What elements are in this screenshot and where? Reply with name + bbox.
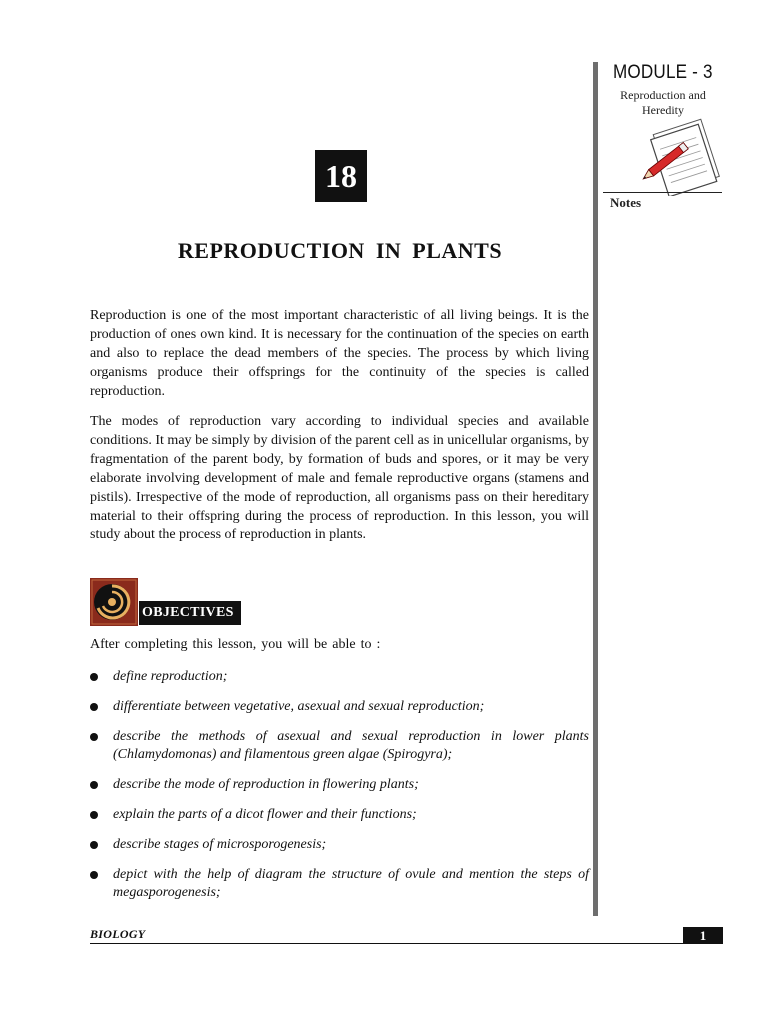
bullet-icon (90, 733, 98, 741)
objective-text: depict with the help of diagram the structure of ovule and mention the steps of megasporogenesis; (113, 866, 589, 901)
module-title: MODULE - 3 (613, 62, 713, 83)
objective-item (90, 698, 589, 717)
objective-text: describe the mode of reproduction in flowering plants; (113, 777, 419, 793)
objective-text: describe stages of microsporogenesis; (113, 836, 327, 852)
footer-rule (90, 943, 723, 944)
objectives-label: OBJECTIVES (139, 601, 241, 625)
notes-label: Notes (610, 195, 642, 210)
module-subtitle (606, 88, 720, 118)
objective-text: differentiate between vegetative, asexual and sexual reproduction; (113, 698, 485, 714)
chapter-number: 18 (315, 150, 367, 202)
bullet-icon (90, 673, 98, 681)
objective-item (90, 668, 589, 687)
objective-item (90, 728, 589, 765)
bullet-icon (90, 811, 98, 819)
objective-text: define reproduction; (113, 669, 228, 684)
margin-divider (593, 62, 598, 916)
bullet-icon (90, 781, 98, 789)
objective-text: explain the parts of a dicot flower and their functions; (113, 807, 417, 823)
notes-divider (603, 192, 722, 193)
chapter-title: REPRODUCTION IN PLANTS (177, 238, 503, 263)
module-subtitle-line1: Reproduction and (620, 88, 706, 102)
intro-paragraph-1: Reproduction is one of the most important characteristic of all living beings. It is the production of ones own kind. It is necessary for the continuation of the species on earth and also to replace the dead members of the species. The process by which living organisms produce their offsprings for the continuity of the species is called reproduction. (90, 308, 589, 399)
bullet-icon (90, 871, 98, 879)
bullet-icon (90, 703, 98, 711)
objectives-target-icon (90, 578, 138, 626)
intro-paragraph-2: The modes of reproduction vary according to individual species and available conditions. It may be simply by division of the parent cell as in unicellular organisms, by fragmentation of the parent body, by formation of buds and spores, or it may be very elaborate involving development of male and female reproductive organs (stamens and pistils). Irrespective of the mode of reproduction, all organisms pass on their hereditary material to their offspring during the process of reproduction. In this lesson, you will study about the process of reproduction in plants. (90, 414, 589, 543)
objective-item (90, 806, 589, 825)
objective-item (90, 836, 589, 855)
objectives-list (90, 668, 589, 914)
objectives-intro: After completing this lesson, you will be able to : (90, 637, 381, 652)
module-subtitle-line2: Heredity (642, 103, 684, 117)
footer-subject: BIOLOGY (90, 927, 146, 941)
objective-text: describe the methods of asexual and sexual reproduction in lower plants (Chlamydomonas) and filamentous green algae (Spirogyra); (113, 728, 589, 763)
objective-item (90, 776, 589, 795)
notes-pencil-icon (640, 118, 726, 196)
bullet-icon (90, 841, 98, 849)
page-number: 1 (683, 927, 723, 944)
objective-item (90, 866, 589, 903)
